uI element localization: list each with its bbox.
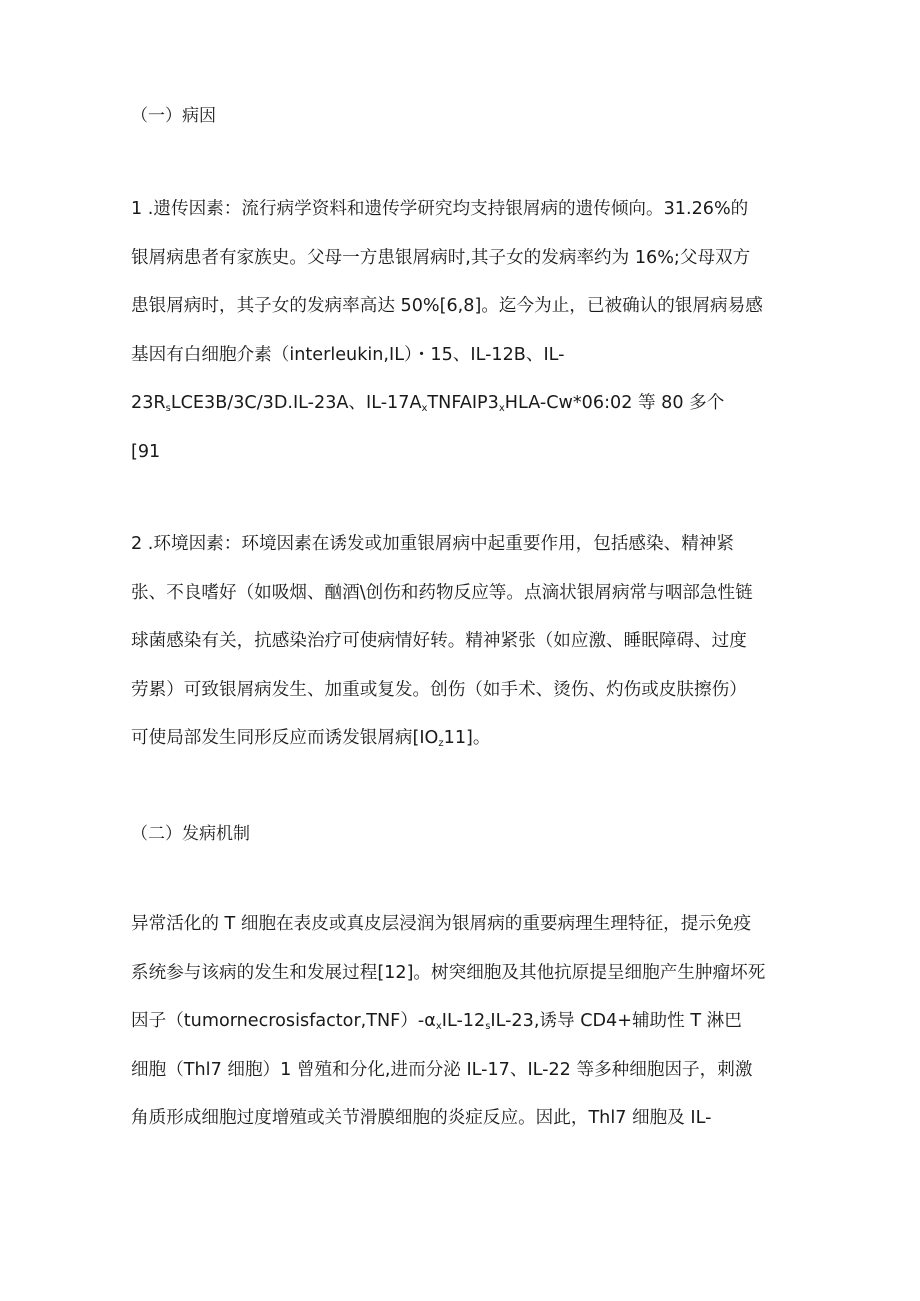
subscript-mark: s	[165, 403, 171, 415]
text-run: 23R	[131, 393, 166, 414]
text-line: 球菌感染有关，抗感染治疗可使病情好转。精神紧张（如应激、睡眠障碍、过度	[131, 631, 747, 652]
section-heading-etiology: （一）病因	[131, 106, 216, 126]
text-run: LCE3B∕3C∕3D.IL-23A、IL-17A	[170, 393, 422, 414]
text-run: 可使局部发生同形反应而诱发银屑病[IO	[131, 728, 439, 749]
paragraph-pathogenesis	[131, 900, 801, 1143]
text-run: TNFAIP3	[427, 393, 499, 414]
text-line: 2 .环境因素：环境因素在诱发或加重银屑病中起重要作用，包括感染、精神紧	[131, 534, 734, 554]
subscript-mark: x	[435, 1021, 442, 1033]
text-run: IL-23,诱导 CD4+辅助性 T 淋巴	[490, 1011, 742, 1032]
text-run: HLA-Cw*06:02 等 80 多个	[504, 393, 725, 414]
text-line: 1 .遗传因素：流行病学资料和遗传学研究均支持银屑病的遗传倾向。31.26%的	[131, 199, 749, 219]
text-line: 劳累）可致银屑病发生、加重或复发。创伤（如手术、烫伤、灼伤或皮肤擦伤）	[131, 679, 747, 700]
text-line: [91	[131, 441, 161, 462]
text-run: IL-12	[441, 1011, 486, 1032]
paragraph-genetic-factors	[131, 185, 801, 477]
text-line: 异常活化的 T 细胞在表皮或真皮层浸润为银屑病的重要病理生理特征，提示免疫	[131, 914, 752, 934]
paragraph-environmental-factors	[131, 520, 801, 763]
text-line	[131, 379, 801, 428]
text-line: 银屑病患者有家族史。父母一方患银屑病时,其子女的发病率约为 16%;父母双方	[131, 247, 751, 268]
text-line: 角质形成细胞过度增殖或关节滑膜细胞的炎症反应。因此，Thl7 细胞及 IL-	[131, 1108, 712, 1129]
section-heading-pathogenesis: （二）发病机制	[131, 824, 250, 844]
subscript-mark: x	[421, 403, 428, 415]
text-run: 11]。	[443, 728, 491, 749]
text-line	[131, 714, 801, 763]
text-line: 细胞（Thl7 细胞）1 曾殖和分化,进而分泌 IL-17、IL-22 等多种细胞因子，刺激	[131, 1059, 753, 1080]
text-line: 系统参与该病的发生和发展过程[12]。树突细胞及其他抗原提呈细胞产生肿瘤坏死	[131, 962, 766, 983]
text-line: 患银屑病时，其子女的发病率高达 50%[6,8]。迄今为止，已被确认的银屑病易感	[131, 296, 763, 317]
subscript-mark: x	[498, 403, 505, 415]
subscript-mark: z	[438, 738, 444, 750]
text-line: 张、不良嗜好（如吸烟、酗酒\创伤和药物反应等。点滴状银屑病常与咽部急性链	[131, 582, 753, 603]
text-run: 因子（tumornecrosisfactor,TNF）-α	[131, 1011, 436, 1032]
text-line	[131, 997, 801, 1046]
text-line: 基因有白细胞介素（interleukin,IL）・15、IL-12B、IL-	[131, 344, 565, 365]
subscript-mark: s	[485, 1021, 491, 1033]
